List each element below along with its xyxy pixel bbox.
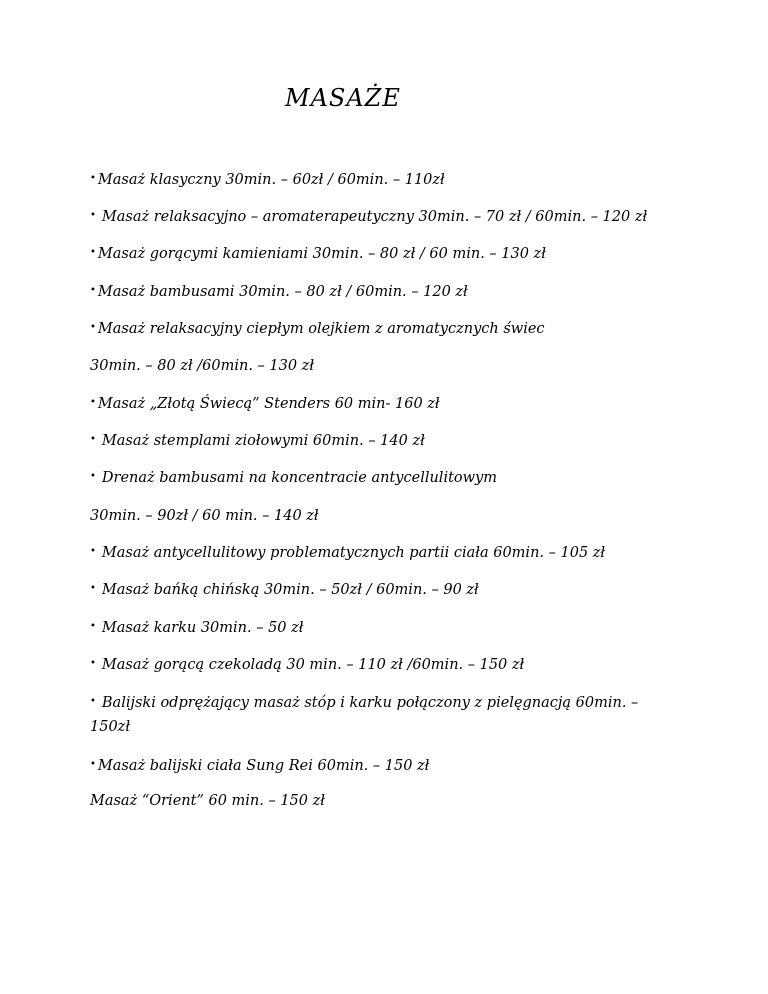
list-item — [90, 694, 638, 714]
list-item — [90, 619, 303, 639]
list-item — [90, 544, 605, 564]
bullet-icon: • — [90, 173, 96, 184]
list-item — [90, 245, 546, 265]
bullet-icon: • — [90, 397, 96, 408]
list-item-text: Masaż relaksacyjny ciepłym olejkiem z aromatycznych świec — [97, 321, 545, 337]
bullet-icon: • — [90, 210, 96, 221]
bullet-icon: • — [90, 322, 96, 333]
list-item — [90, 320, 545, 340]
list-item-text: Masaż balijski ciała Sung Rei 60min. – 150 zł — [97, 758, 430, 774]
list-item-text: Masaż klasyczny 30min. – 60zł / 60min. – 110zł — [97, 172, 445, 188]
list-item-text: Drenaż bambusami na koncentracie antycellulitowym — [101, 470, 497, 486]
list-item-continuation: 30min. – 90zł / 60 min. – 140 zł — [90, 508, 319, 524]
list-item-text: Masaż antycellulitowy problematycznych partii ciała 60min. – 105 zł — [101, 545, 606, 561]
list-item — [90, 208, 647, 228]
list-item-text: Masaż “Orient” 60 min. – 150 zł — [90, 793, 325, 809]
list-item — [90, 469, 497, 489]
list-item-text: Masaż stemplami ziołowymi 60min. – 140 zł — [101, 433, 425, 449]
list-item-text: Masaż relaksacyjno – aromaterapeutyczny 30min. – 70 zł / 60min. – 120 zł — [101, 209, 648, 225]
list-item — [90, 656, 524, 676]
bullet-icon: • — [90, 285, 96, 296]
list-item — [90, 395, 440, 415]
list-item — [90, 171, 445, 191]
list-item — [90, 283, 468, 303]
list-item — [90, 757, 429, 777]
bullet-icon: • — [90, 583, 96, 594]
list-item-continuation: 30min. – 80 zł /60min. – 130 zł — [90, 358, 315, 374]
list-item-text: Masaż gorącą czekoladą 30 min. – 110 zł /60min. – 150 zł — [101, 657, 525, 673]
bullet-icon: • — [90, 696, 96, 707]
list-item-text: Masaż gorącymi kamieniami 30min. – 80 zł / 60 min. – 130 zł — [97, 246, 546, 262]
bullet-icon: • — [90, 434, 96, 445]
bullet-icon: • — [90, 621, 96, 632]
list-item — [90, 792, 325, 810]
bullet-icon: • — [90, 247, 96, 258]
list-item-text: Masaż karku 30min. – 50 zł — [101, 620, 304, 636]
list-item-text: Masaż bambusami 30min. – 80 zł / 60min. – 120 zł — [97, 284, 468, 300]
list-item-continuation: 150zł — [90, 719, 131, 735]
list-item — [90, 432, 425, 452]
bullet-icon: • — [90, 658, 96, 669]
bullet-icon: • — [90, 759, 96, 770]
list-item-text: Masaż „Złotą Świecą” Stenders 60 min- 160 zł — [97, 396, 440, 412]
page-title: MASAŻE — [285, 84, 401, 112]
list-item-text: Masaż bańką chińską 30min. – 50zł / 60min. – 90 zł — [101, 582, 479, 598]
bullet-icon: • — [90, 546, 96, 557]
list-item-text: Balijski odprężający masaż stóp i karku połączony z pielęgnacją 60min. – — [101, 695, 639, 711]
list-item — [90, 581, 479, 601]
bullet-icon: • — [90, 471, 96, 482]
